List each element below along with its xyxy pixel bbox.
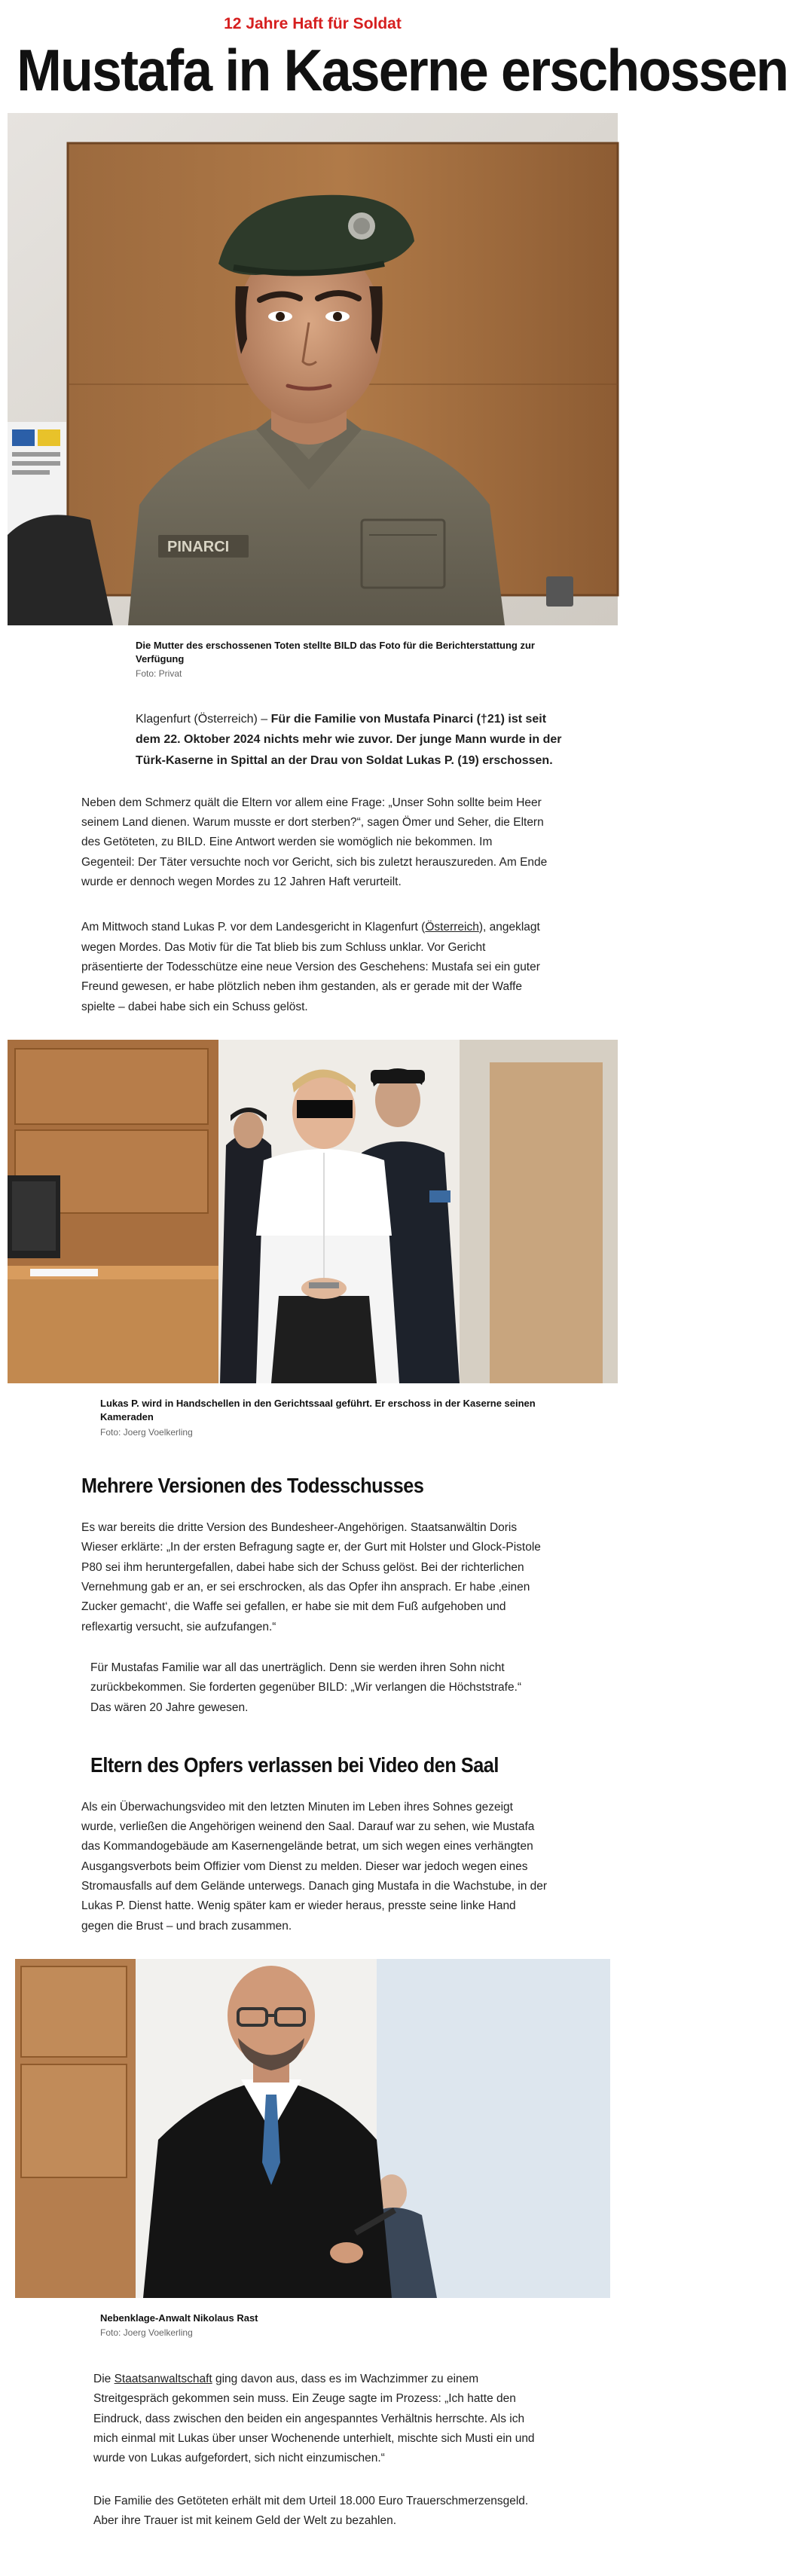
subheading-versions: Mehrere Versionen des Todesschusses [81, 1474, 424, 1498]
photo-soldier-wrapper [0, 113, 625, 625]
paragraph-text [81, 918, 548, 1017]
photo-credit: Foto: Privat [136, 668, 182, 680]
paragraph-4 [90, 1658, 535, 1718]
paragraph-text: Für Mustafas Familie war all das unerträglich. Denn sie werden ihren Sohn nicht zurückbekommen. Sie forderten gegenüber BILD: „Wir verlangen die Höchststrafe.“ Das wären 20 Jahre gewesen. [90, 1661, 522, 1714]
photo-credit: Foto: Joerg Voelkerling [100, 2327, 193, 2339]
paragraph-text-segment: Am Mittwoch stand Lukas P. vor dem Landesgericht in Klagenfurt ( [81, 921, 426, 934]
paragraph-5 [81, 1798, 548, 1936]
paragraph-2 [81, 918, 548, 1017]
paragraph-text [93, 2370, 545, 2469]
article-headline: Mustafa in Kaserne erschossen [17, 37, 788, 103]
paragraph-7 [93, 2492, 545, 2576]
subheading-parents-leave: Eltern des Opfers verlassen bei Video den Saal [90, 1753, 499, 1777]
link-staatsanwaltschaft[interactable]: Staatsanwaltschaft [114, 2373, 212, 2386]
photo-credit: Foto: Joerg Voelkerling [100, 1426, 193, 1438]
lead-location: Klagenfurt (Österreich) – [136, 713, 268, 726]
article-kicker: 12 Jahre Haft für Soldat [224, 15, 402, 32]
photo-court-wrapper [0, 1040, 625, 1383]
photo-lawyer-wrapper [0, 1959, 625, 2298]
photo-soldier[interactable] [8, 113, 618, 625]
paragraph-text: Es war bereits die dritte Version des Bundesheer-Angehörigen. Staatsanwältin Doris Wieser erklärte: „In der ersten Befragung sagte er, der Gurt mit Holster und Glock-Pistole P80 sei ihm heruntergefallen, dabei habe sich der Schuss gelöst. Bei der richterlichen Vernehmung gab er an, er sei erschrocken, als das Opfer ihn ansprach. Er habe ‚einen Zucker gemacht‘, die Waffe sei gefallen, er habe sie mit dem Fuß aufgehoben und reflexartig versucht, sie aufzufangen.“ [81, 1520, 541, 1633]
paragraph-text-segment: ging davon aus, dass es im Wachzimmer zu einem Streitgespräch gekommen sein muss. Ein Zeuge sagte im Prozess: „Ich hatte den Eindruck, dass zwischen den beiden ein angespanntes Verhältnis herrschte. Als ich mich einmal mit Lukas über unser Wochenende unterhielt, mischte sich Musti ein und wurde von Lukas aufgefordert, sich nicht einzumischen.“ [93, 2373, 535, 2465]
lead-text: Für die Familie von Mustafa Pinarci (†21) ist seit dem 22. Oktober 2024 nichts mehr wie zuvor. Der junge Mann wurde in der Türk-Kaserne in Spittal an der Drau von Soldat Lukas P. (19) erschossen. [136, 713, 562, 767]
paragraph-text-segment: Die [93, 2373, 115, 2386]
photo-soldier-caption-block [136, 639, 565, 680]
photo-caption: Die Mutter des erschossenen Toten stellte BILD das Foto für die Berichterstattung zur Verfügung [136, 640, 535, 665]
paragraph-text: Als ein Überwachungsvideo mit den letzten Minuten im Leben ihres Sohnes gezeigt wurde, verließen die Angehörigen weinend den Saal. Darauf war zu sehen, wie Mustafa das Kommandogebäude am Kasernengelände betrat, um sich wegen eines verhängten Ausgangsverbots beim Offizier vom Dienst zu melden. Dieser war jedoch wegen eines Stromausfalls auf dem Gelände unterwegs. Danach ging Mustafa in die Wachstube, in der Lukas P. Dienst hatte. Wenig später kam er wieder heraus, presste seine linke Hand gegen die Brust – und brach zusammen. [81, 1800, 548, 1933]
uniform-name-tag: PINARCI [167, 539, 230, 555]
paragraph-6 [93, 2370, 545, 2469]
paragraph-1 [81, 793, 548, 893]
photo-lawyer-caption-block [100, 2312, 567, 2339]
paragraph-text: Neben dem Schmerz quält die Eltern vor allem eine Frage: „Unser Sohn sollte beim Heer seinem Land dienen. Warum musste er dort sterben?“, sagen Ömer und Seher, die Eltern des Getöteten, zu BILD. Eine Antwort werden sie womöglich nie bekommen. Im Gegenteil: Der Täter versuchte noch vor Gericht, sich bis zuletzt herauszureden. Am Ende wurde er dennoch wegen Mordes zu 12 Jahren Haft verurteilt. [81, 796, 548, 889]
paragraph-text: Die Familie des Getöteten erhält mit dem Urteil 18.000 Euro Trauerschmerzensgeld. Aber ihre Trauer ist mit keinem Geld der Welt zu bezahlen. [93, 2494, 529, 2528]
article-lead [136, 709, 565, 771]
photo-court-caption-block [100, 1397, 567, 1438]
paragraph-text-segment: ), angeklagt wegen Mordes. Das Motiv für die Tat blieb bis zum Schluss unklar. Vor Gericht präsentierte der Todesschütze eine neue Version des Geschehens: Mustafa sei ein guter Freund gewesen, er habe plötzlich neben ihm gestanden, als er gerade mit der Waffe spielte – dabei habe sich ein Schuss gelöst. [81, 921, 540, 1013]
photo-lawyer[interactable] [8, 1959, 618, 2298]
photo-caption: Lukas P. wird in Handschellen in den Gerichtssaal geführt. Er erschoss in der Kaserne seinen Kameraden [100, 1398, 536, 1423]
photo-court-handcuffs[interactable] [8, 1040, 618, 1383]
paragraph-3 [81, 1518, 548, 1637]
link-oesterreich[interactable]: Österreich [425, 921, 479, 934]
photo-caption: Nebenklage-Anwalt Nikolaus Rast [100, 2312, 258, 2324]
